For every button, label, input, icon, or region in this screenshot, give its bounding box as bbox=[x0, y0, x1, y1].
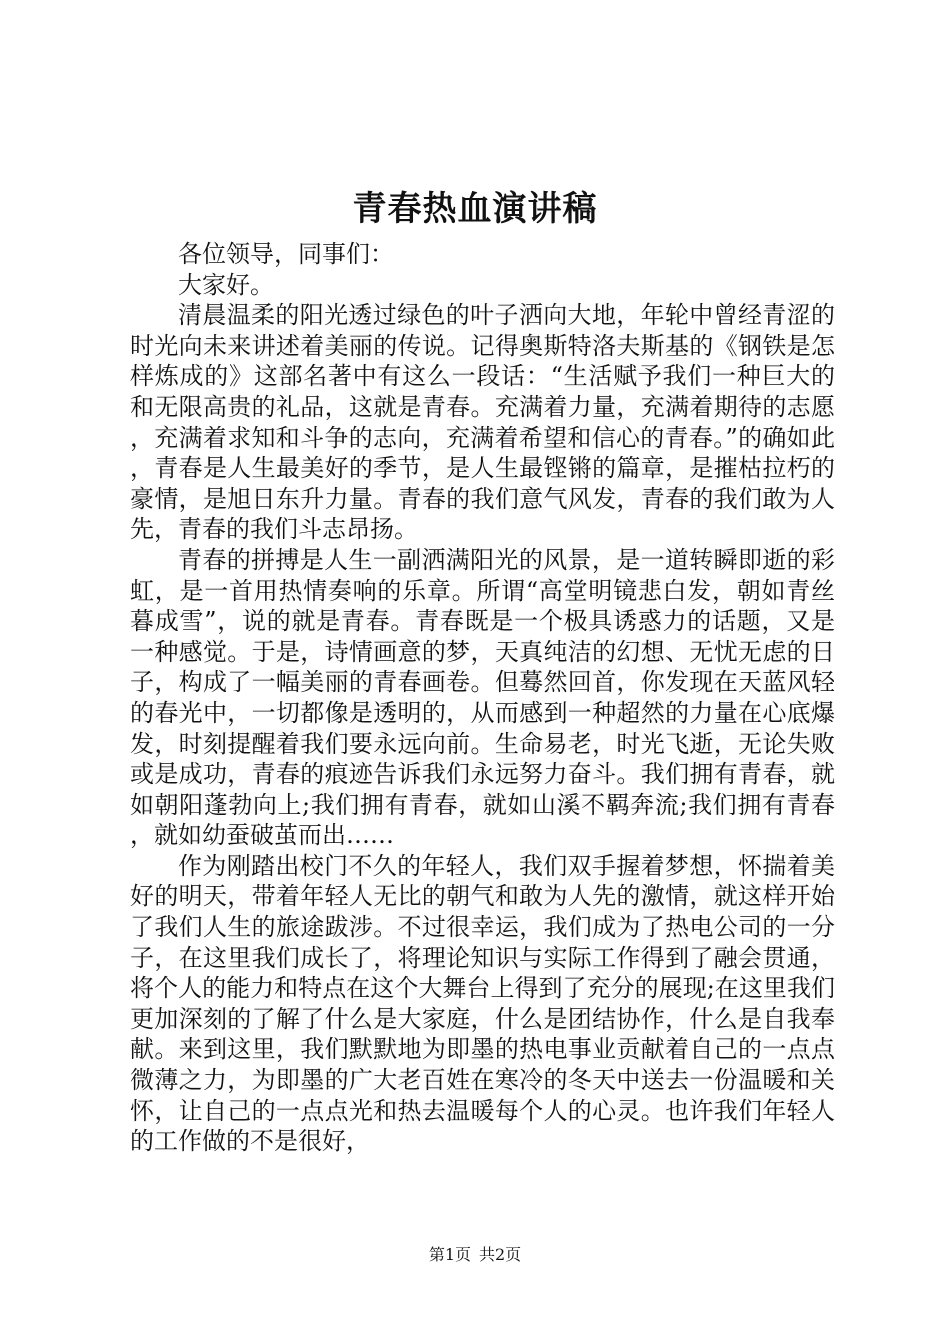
greeting-paragraph: 大家好。 bbox=[178, 270, 274, 299]
body-paragraph: 作为刚踏出校门不久的年轻人，我们双手握着梦想，怀揣着美好的明天，带着年轻人无比的朝气和敢为人先的激情，就这样开始了我们人生的旅途跋涉。不过很幸运，我们成为了热电公司的一分子，在这里我们成长了，将理论知识与实际工作得到了融会贯通，将个人的能力和特点在这个大舞台上得到了充分的展现;在这里我们更加深刻的了解了什么是大家庭，什么是团结协作，什么是自我奉献。来到这里，我们默默地为即墨的热电事业贡献着自己的一点点微薄之力，为即墨的广大老百姓在寒冷的冬天中送去一份温暖和关怀，让自己的一点点光和热去温暖每个人的心灵。也许我们年轻人的工作做的不是很好， bbox=[130, 851, 835, 1156]
page-footer bbox=[0, 1245, 950, 1265]
salutation-paragraph: 各位领导，同事们： bbox=[178, 240, 394, 268]
body-paragraph: 青春的拼搏是人生一副洒满阳光的风景，是一道转瞬即逝的彩虹，是一首用热情奏响的乐章。所谓“高堂明镜悲白发，朝如青丝暮成雪”，说的就是青春。青春既是一个极具诱惑力的话题，又是一种感觉。于是，诗情画意的梦，天真纯洁的幻想、无忧无虑的日子，构成了一幅美丽的青春画卷。但蓦然回首，你发现在天蓝风轻的春光中，一切都像是透明的，从而感到一种超然的力量在心底爆发，时刻提醒着我们要永远向前。生命易老，时光飞逝，无论失败或是成功，青春的痕迹告诉我们永远努力奋斗。我们拥有青春，就如朝阳蓬勃向上;我们拥有青春，就如山溪不羁奔流;我们拥有青春，就如幼蚕破茧而出…… bbox=[130, 545, 835, 850]
document-body bbox=[130, 239, 835, 1157]
page-number: 第1页 bbox=[428, 1245, 471, 1264]
page-total: 共2页 bbox=[479, 1245, 522, 1264]
document-title: 青春热血演讲稿 bbox=[352, 189, 598, 229]
body-paragraph: 清晨温柔的阳光透过绿色的叶子洒向大地，年轮中曾经青涩的时光向未来讲述着美丽的传说。记得奥斯特洛夫斯基的《钢铁是怎样炼成的》这部名著中有这么一段话：“生活赋予我们一种巨大的和无限高贵的礼品，这就是青春。充满着力量，充满着期待的志愿，充满着求知和斗争的志向，充满着希望和信心的青春。”的确如此，青春是人生最美好的季节，是人生最铿锵的篇章，是摧枯拉朽的豪情，是旭日东升力量。青春的我们意气风发，青春的我们敢为人先，青春的我们斗志昂扬。 bbox=[130, 301, 835, 544]
